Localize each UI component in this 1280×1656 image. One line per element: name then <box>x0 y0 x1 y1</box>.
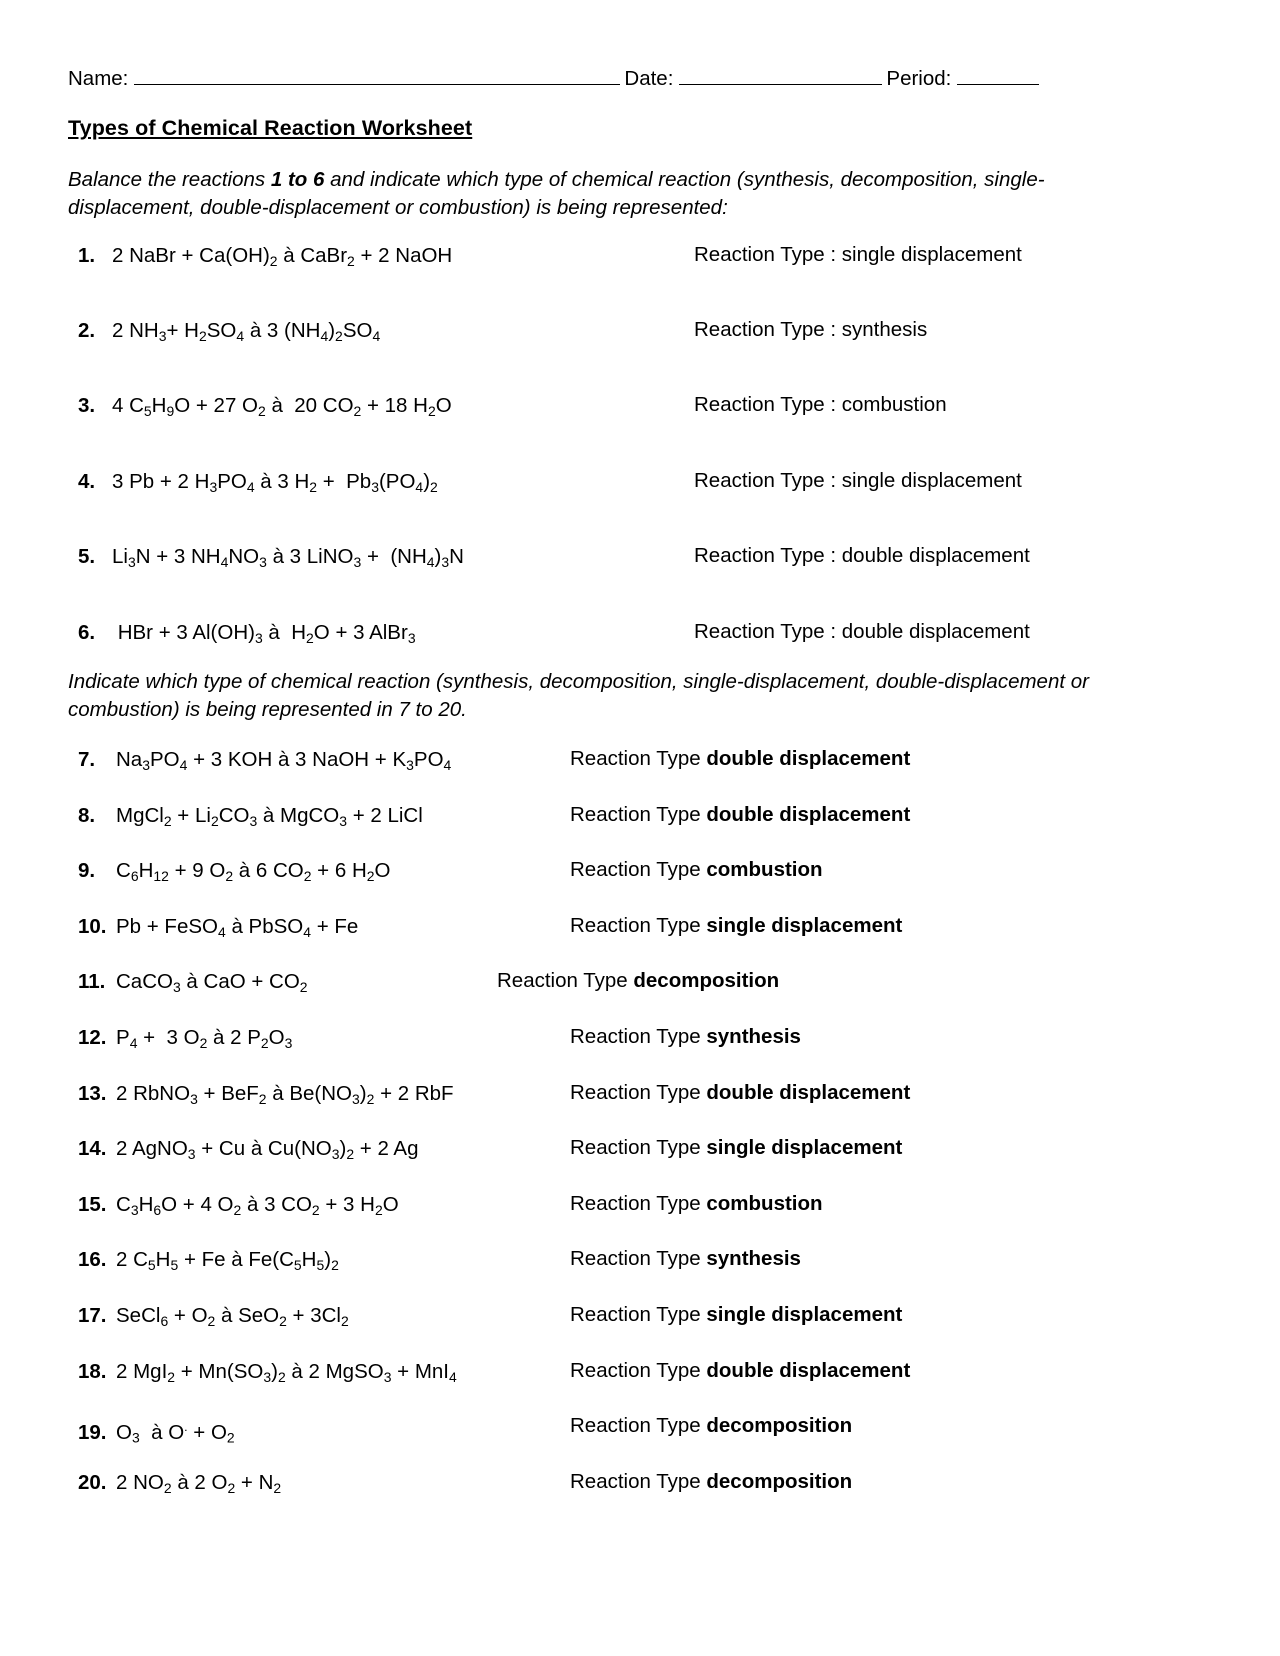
problem-row <box>78 1359 457 1385</box>
chemical-equation: SeCl$_6$ + $O_2$ à $SeO_2 + 3Cl_2$ <box>116 1304 349 1329</box>
period-blank-field[interactable] <box>957 67 1039 85</box>
problem-row <box>78 969 308 995</box>
problem-number: 12. <box>78 1026 107 1049</box>
reaction-type-label: Reaction Type <box>570 1192 707 1215</box>
chemical-equation: 2 $MgI_2 + Mn(SO_3)_2$ à 2 MgSO$_3$ + MnI$_4$ <box>116 1360 457 1385</box>
reaction-type-answer <box>694 393 947 417</box>
reaction-type-value: double displacement <box>706 1081 911 1104</box>
problem-number: 7. <box>78 748 96 771</box>
chemical-equation: 4 $C_5H_9O + 27$ $O_2$ à 20 $CO_2 + 18$ $H_2O$ <box>112 394 452 419</box>
problem-row <box>78 1025 292 1051</box>
chemical-equation: MgCl$_2$ + $Li_2CO_3$ à MgCO$_3$ + 2 LiCl <box>116 804 423 829</box>
problem-number: 18. <box>78 1360 107 1383</box>
reaction-type-label: Reaction Type : <box>694 544 842 567</box>
reaction-type-label: Reaction Type : <box>694 318 842 341</box>
chemical-equation: Pb + FeSO$_4$ à PbSO$_4$ + Fe <box>116 915 359 940</box>
reaction-type-value: double displacement <box>706 1359 911 1382</box>
problem-row <box>78 858 390 884</box>
reaction-type-answer <box>570 1303 902 1327</box>
reaction-type-value: double displacement <box>706 803 911 826</box>
problem-row <box>78 747 451 773</box>
problem-row <box>78 1136 418 1162</box>
problem-row <box>78 914 358 940</box>
reaction-type-label: Reaction Type <box>570 858 707 881</box>
reaction-type-label: Reaction Type : <box>694 469 842 492</box>
reaction-type-label: Reaction Type <box>570 1359 707 1382</box>
problem-row <box>78 544 464 570</box>
reaction-type-value: synthesis <box>706 1025 801 1048</box>
reaction-type-value: combustion <box>706 1192 823 1215</box>
problem-row <box>78 318 380 344</box>
reaction-type-answer <box>570 1025 801 1049</box>
chemical-equation: 2 AgNO$_3$ + Cu à $Cu(NO_3)_2 + 2$ Ag <box>116 1137 419 1162</box>
reaction-type-value: decomposition <box>706 1470 853 1493</box>
chemical-equation: 2 $NH_3+ H_2SO_4$ à 3 $(NH_4)_2SO_4$ <box>112 319 381 344</box>
problem-number: 10. <box>78 915 107 938</box>
reaction-type-answer <box>570 858 823 882</box>
reaction-type-label: Reaction Type <box>570 1414 707 1437</box>
chemical-equation: $O_3$ à $O^. + O_2$ <box>116 1420 235 1446</box>
chemical-equation: 2 $NO_2$ à 2 $O_2 + N_2$ <box>116 1471 282 1496</box>
chemical-equation: $P_4 + 3$ $O_2$ à 2 $P_2O_3$ <box>116 1026 293 1051</box>
reaction-type-answer <box>570 1470 852 1494</box>
instructions-part-1-pre: Balance the reactions <box>68 168 271 191</box>
reaction-type-answer <box>694 620 1030 644</box>
reaction-type-label: Reaction Type <box>570 1303 707 1326</box>
reaction-type-label: Reaction Type <box>570 914 707 937</box>
chemical-equation: $Li_3N + 3$ $NH_4NO_3$ à 3 LiNO$_3$ + $(NH_4)_3N$ <box>112 545 464 570</box>
reaction-type-value: single displacement <box>706 1136 903 1159</box>
reaction-type-value: combustion <box>706 858 823 881</box>
reaction-type-value: decomposition <box>633 969 780 992</box>
reaction-type-value: single displacement <box>841 469 1022 492</box>
reaction-type-label: Reaction Type <box>570 1081 707 1104</box>
student-info-row <box>68 66 1218 92</box>
reaction-type-answer <box>570 1414 852 1438</box>
reaction-type-value: synthesis <box>841 318 928 341</box>
instructions-part-1-post: and indicate which type of chemical reaction (synthesis, decomposition, single-displacement, double-displacement or combustion) is being represented: <box>68 168 1045 219</box>
problem-number: 6. <box>78 621 96 644</box>
problem-number: 14. <box>78 1137 107 1160</box>
problem-number: 11. <box>78 970 106 993</box>
problem-number: 5. <box>78 545 96 568</box>
period-label: Period: <box>886 67 952 90</box>
problem-row <box>78 1470 281 1496</box>
reaction-type-answer <box>570 1081 910 1105</box>
reaction-type-label: Reaction Type <box>570 1025 707 1048</box>
problem-number: 3. <box>78 394 96 417</box>
page-title: Types of Chemical Reaction Worksheet <box>68 116 473 140</box>
reaction-type-value: double displacement <box>841 620 1030 643</box>
problem-row <box>78 1303 349 1329</box>
reaction-type-value: decomposition <box>706 1414 853 1437</box>
chemical-equation: HBr + 3 $Al(OH)_3$ à $H_2O + 3$ AlBr$_3$ <box>112 621 416 646</box>
reaction-type-value: double displacement <box>841 544 1030 567</box>
reaction-type-label: Reaction Type <box>570 1136 707 1159</box>
chemical-equation: $Na_3PO_4 + 3$ KOH à 3 NaOH + $K_3PO_4$ <box>116 748 452 773</box>
reaction-type-answer <box>694 469 1022 493</box>
chemical-equation: 2 RbNO$_3$ + BeF$_2$ à $Be(NO_3)_2 + 2$ RbF <box>116 1082 454 1107</box>
date-blank-field[interactable] <box>679 67 882 85</box>
problem-number: 13. <box>78 1082 107 1105</box>
problem-number: 9. <box>78 859 96 882</box>
reaction-type-value: single displacement <box>706 914 903 937</box>
reaction-type-answer <box>570 803 910 827</box>
problem-row <box>78 803 423 829</box>
instructions-part-2: Indicate which type of chemical reaction (synthesis, decomposition, single-displacement, double-displacement or combustion) is being represented in 7 to 20. <box>68 670 1089 721</box>
problem-number: 19. <box>78 1420 107 1444</box>
reaction-type-answer <box>570 1136 902 1160</box>
date-label: Date: <box>624 67 674 90</box>
reaction-type-answer <box>694 243 1022 267</box>
problem-number: 2. <box>78 319 96 342</box>
reaction-type-label: Reaction Type : <box>694 620 842 643</box>
reaction-type-answer <box>570 1247 801 1271</box>
chemical-equation: 3 Pb + 2 $H_3PO_4$ à 3 $H_2 + Pb_3(PO_4)_2$ <box>112 470 438 495</box>
reaction-type-label: Reaction Type <box>570 1470 707 1493</box>
problem-number: 4. <box>78 470 96 493</box>
reaction-type-answer <box>570 1359 910 1383</box>
problem-row <box>78 1192 399 1218</box>
chemical-equation: CaCO$_3$ à CaO + $CO_2$ <box>116 970 308 995</box>
problem-row <box>78 1081 454 1107</box>
reaction-type-value: double displacement <box>706 747 911 770</box>
problem-row <box>78 469 438 495</box>
reaction-type-value: single displacement <box>706 1303 903 1326</box>
reaction-type-label: Reaction Type <box>570 747 707 770</box>
problem-row <box>78 1414 235 1446</box>
instructions-part-1-range: 1 to 6 <box>270 168 325 191</box>
reaction-type-answer <box>570 914 902 938</box>
problem-number: 16. <box>78 1248 107 1271</box>
reaction-type-answer <box>570 1192 823 1216</box>
reaction-type-value: single displacement <box>841 243 1022 266</box>
chemical-equation: $C_3H_6O + 4$ $O_2$ à 3 $CO_2 + 3$ $H_2O$ <box>116 1193 399 1218</box>
reaction-type-label: Reaction Type <box>570 1247 707 1270</box>
problem-row <box>78 393 452 419</box>
reaction-type-label: Reaction Type : <box>694 243 842 266</box>
reaction-type-answer <box>694 318 927 342</box>
chemical-equation: 2 $C_5H_5 + Fe$ à $Fe(C_5H_5)_2$ <box>116 1248 339 1273</box>
reaction-type-answer <box>694 544 1030 568</box>
reaction-type-value: synthesis <box>706 1247 801 1270</box>
problem-row <box>78 243 452 269</box>
chemical-equation: 2 NaBr + $Ca(OH)_2$ à CaBr$_2$ + 2 NaOH <box>112 244 453 269</box>
name-blank-field[interactable] <box>134 67 620 85</box>
problem-row <box>78 1247 339 1273</box>
chemical-equation: $C_6H_{12} + 9$ $O_2$ à 6 $CO_2 + 6$ $H_2O$ <box>116 859 391 884</box>
instructions-part-1 <box>68 166 1133 222</box>
reaction-type-value: combustion <box>841 393 947 416</box>
problem-number: 17. <box>78 1304 107 1327</box>
problem-row <box>78 620 416 646</box>
reaction-type-label: Reaction Type <box>497 969 634 992</box>
reaction-type-answer <box>497 969 779 993</box>
problem-number: 1. <box>78 244 96 267</box>
reaction-type-answer <box>570 747 910 771</box>
reaction-type-label: Reaction Type <box>570 803 707 826</box>
problem-number: 15. <box>78 1193 107 1216</box>
reaction-type-label: Reaction Type : <box>694 393 842 416</box>
name-label: Name: <box>68 67 129 90</box>
problem-number: 8. <box>78 804 96 827</box>
problem-number: 20. <box>78 1471 107 1494</box>
